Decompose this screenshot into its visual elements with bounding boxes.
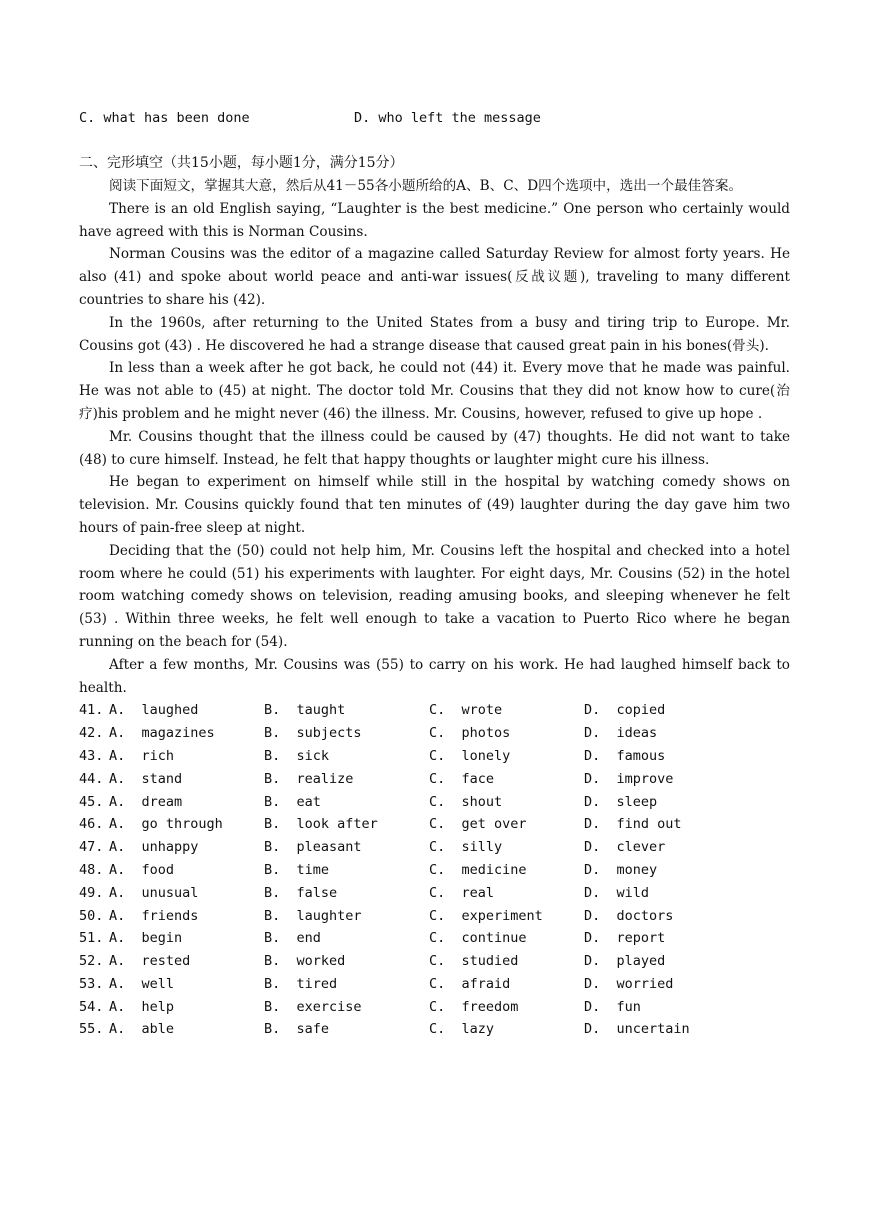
option-d: D. improve bbox=[584, 770, 674, 787]
option-a: A. rich bbox=[109, 747, 175, 764]
option-d: D. played bbox=[584, 953, 666, 970]
option-a: A. begin bbox=[109, 930, 183, 947]
passage-paragraph: There is an old English saying, “Laughter is the best medicine.” One person who certainly would have agreed with this is Norman Cousins. bbox=[79, 200, 790, 240]
section-title: 二、完形填空（共15小题，每小题1分，满分15分） bbox=[79, 155, 404, 171]
option-c: C. real bbox=[429, 884, 495, 901]
question-row bbox=[79, 859, 790, 882]
option-b: B. safe bbox=[264, 1021, 330, 1038]
passage-paragraph: In the 1960s, after returning to the United States from a busy and tiring trip to Europe. Mr. Cousins got (43) . He discovered he had a strange disease that caused great pain in his bones(骨头). bbox=[79, 314, 790, 354]
option-a: A. well bbox=[109, 975, 175, 992]
passage-paragraph: After a few months, Mr. Cousins was (55) to carry on his work. He had laughed himself back to health. bbox=[79, 656, 790, 696]
question-number: 41. bbox=[79, 702, 104, 719]
option-b: B. sick bbox=[264, 747, 330, 764]
option-a: A. friends bbox=[109, 907, 199, 924]
option-a: A. magazines bbox=[109, 725, 215, 742]
option-d: D. report bbox=[584, 930, 666, 947]
option-b: B. time bbox=[264, 861, 330, 878]
option-a: A. laughed bbox=[109, 702, 199, 719]
option-c: C. medicine bbox=[429, 861, 527, 878]
question-row bbox=[79, 768, 790, 791]
option-c: C. face bbox=[429, 770, 495, 787]
question-number: 53. bbox=[79, 975, 104, 992]
question-options-list bbox=[79, 699, 790, 1041]
question-row bbox=[79, 905, 790, 928]
question-number: 49. bbox=[79, 884, 104, 901]
question-row bbox=[79, 927, 790, 950]
option-c: C. freedom bbox=[429, 998, 519, 1015]
option-c: C. afraid bbox=[429, 975, 511, 992]
option-a: A. unusual bbox=[109, 884, 199, 901]
question-number: 43. bbox=[79, 747, 104, 764]
question-number: 44. bbox=[79, 770, 104, 787]
option-d: D. uncertain bbox=[584, 1021, 690, 1038]
question-row bbox=[79, 836, 790, 859]
document-page bbox=[79, 107, 790, 1041]
question-number: 51. bbox=[79, 930, 104, 947]
question-number: 42. bbox=[79, 725, 104, 742]
option-b: B. exercise bbox=[264, 998, 362, 1015]
option-c: C. lazy bbox=[429, 1021, 495, 1038]
option-b: B. false bbox=[264, 884, 338, 901]
option-a: A. stand bbox=[109, 770, 183, 787]
passage-paragraph: Mr. Cousins thought that the illness could be caused by (47) thoughts. He did not want to take (48) to cure himself. Instead, he felt that happy thoughts or laughter might cure his illness. bbox=[79, 428, 790, 468]
option-c: C. experiment bbox=[429, 907, 543, 924]
question-number: 46. bbox=[79, 816, 104, 833]
option-b: B. worked bbox=[264, 953, 346, 970]
option-a: A. able bbox=[109, 1021, 175, 1038]
question-row bbox=[79, 973, 790, 996]
question-number: 52. bbox=[79, 953, 104, 970]
question-number: 48. bbox=[79, 861, 104, 878]
question-number: 47. bbox=[79, 839, 104, 856]
option-b: B. laughter bbox=[264, 907, 362, 924]
option-b: B. pleasant bbox=[264, 839, 362, 856]
option-d: D. sleep bbox=[584, 793, 658, 810]
passage bbox=[79, 198, 790, 700]
option-d: D. fun bbox=[584, 998, 641, 1015]
option-b: B. subjects bbox=[264, 725, 362, 742]
option-c: C. wrote bbox=[429, 702, 503, 719]
option-a: A. unhappy bbox=[109, 839, 199, 856]
passage-paragraph: In less than a week after he got back, he could not (44) it. Every move that he made was painful. He was not able to (45) at night. The doctor told Mr. Cousins that they did not know how to cure(治疗)his problem and he might never (46) the illness. Mr. Cousins, however, refused to give up hope . bbox=[79, 360, 790, 422]
option-a: A. go through bbox=[109, 816, 223, 833]
question-number: 54. bbox=[79, 998, 104, 1015]
option-d: D. money bbox=[584, 861, 658, 878]
option-c: C. studied bbox=[429, 953, 519, 970]
option-c: C. lonely bbox=[429, 747, 511, 764]
option-b: B. end bbox=[264, 930, 321, 947]
question-row bbox=[79, 950, 790, 973]
question-row bbox=[79, 813, 790, 836]
option-c: C. photos bbox=[429, 725, 511, 742]
previous-question-options bbox=[79, 107, 790, 130]
option-b: B. taught bbox=[264, 702, 346, 719]
question-row bbox=[79, 745, 790, 768]
option-d: D. copied bbox=[584, 702, 666, 719]
passage-paragraph: He began to experiment on himself while still in the hospital by watching comedy shows on television. Mr. Cousins quickly found that ten minutes of (49) laughter during the day gave him two hours of pain-free sleep at night. bbox=[79, 474, 790, 536]
option-c: C. shout bbox=[429, 793, 503, 810]
passage-paragraph: Norman Cousins was the editor of a magazine called Saturday Review for almost forty years. He also (41) and spoke about world peace and anti-war issues(反战议题), traveling to many different countries to share his (42). bbox=[79, 246, 790, 308]
option-d: D. famous bbox=[584, 747, 666, 764]
question-number: 55. bbox=[79, 1021, 104, 1038]
option-a: A. help bbox=[109, 998, 175, 1015]
question-number: 50. bbox=[79, 907, 104, 924]
question-row bbox=[79, 699, 790, 722]
question-row bbox=[79, 1018, 790, 1041]
option-c: C. silly bbox=[429, 839, 503, 856]
option-b: B. tired bbox=[264, 975, 338, 992]
option-d-text: D. who left the message bbox=[354, 110, 541, 126]
option-b: B. look after bbox=[264, 816, 378, 833]
option-c: C. continue bbox=[429, 930, 527, 947]
question-row bbox=[79, 791, 790, 814]
option-d: D. worried bbox=[584, 975, 674, 992]
passage-paragraph: Deciding that the (50) could not help him, Mr. Cousins left the hospital and checked into a hotel room where he could (51) his experiments with laughter. For eight days, Mr. Cousins (52) in the hotel room watching comedy shows on television, reading amusing books, and sleeping whenever he felt (53) . Within three weeks, he felt well enough to take a vacation to Puerto Rico where he began running on the beach for (54). bbox=[79, 542, 790, 650]
option-b: B. eat bbox=[264, 793, 321, 810]
option-c-text: C. what has been done bbox=[79, 110, 250, 126]
option-b: B. realize bbox=[264, 770, 354, 787]
option-a: A. food bbox=[109, 861, 175, 878]
option-a: A. rested bbox=[109, 953, 191, 970]
option-d: D. clever bbox=[584, 839, 666, 856]
section-instruction: 阅读下面短文，掌握其大意，然后从41－55各小题所给的A、B、C、D四个选项中，选出一个最佳答案。 bbox=[109, 178, 743, 194]
question-row bbox=[79, 722, 790, 745]
option-d: D. find out bbox=[584, 816, 682, 833]
option-d: D. ideas bbox=[584, 725, 658, 742]
option-c: C. get over bbox=[429, 816, 527, 833]
option-d: D. wild bbox=[584, 884, 650, 901]
option-a: A. dream bbox=[109, 793, 183, 810]
question-row bbox=[79, 882, 790, 905]
option-d: D. doctors bbox=[584, 907, 674, 924]
question-row bbox=[79, 996, 790, 1019]
question-number: 45. bbox=[79, 793, 104, 810]
